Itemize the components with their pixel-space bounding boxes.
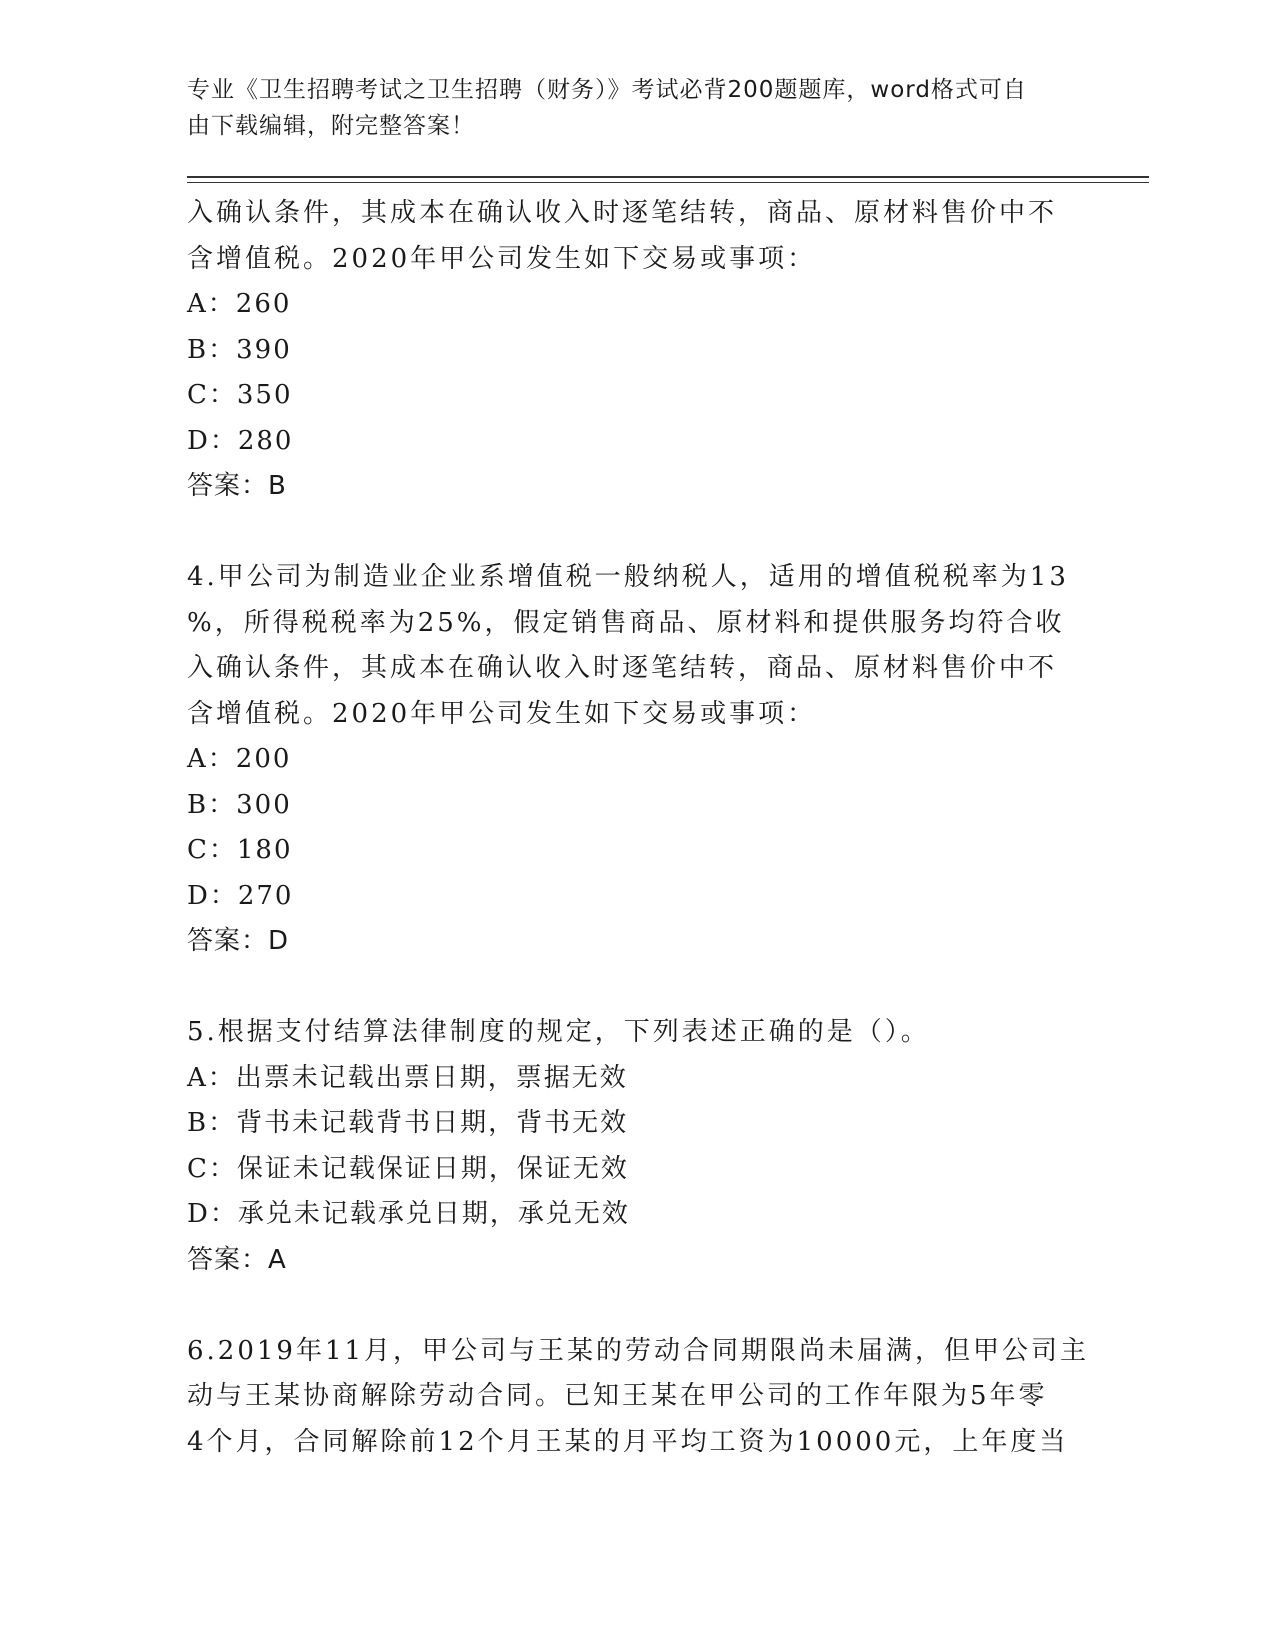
question-6 bbox=[187, 1329, 1090, 1466]
header-rule-thin bbox=[187, 182, 1149, 183]
question-4 bbox=[187, 555, 1087, 965]
header-line-1: 专业《卫生招聘考试之卫生招聘（财务）》考试必背200题题库，word格式可自 bbox=[187, 77, 1027, 103]
question-5 bbox=[187, 1010, 1087, 1283]
question-text-line: %，所得税税率为25%，假定销售商品、原材料和提供服务均符合收 bbox=[187, 607, 1065, 638]
option-b: B：390 bbox=[187, 334, 292, 365]
option-c: C：180 bbox=[187, 835, 293, 865]
option-a: A：260 bbox=[187, 289, 292, 319]
header-rule-thick bbox=[187, 176, 1149, 178]
question-gap bbox=[187, 1283, 1087, 1329]
question-text-line: 4.甲公司为制造业企业系增值税一般纳税人，适用的增值税税率为13 bbox=[187, 562, 1069, 592]
question-list bbox=[187, 191, 1090, 1465]
question-text-line: 含增值税。2020年甲公司发生如下交易或事项： bbox=[187, 243, 817, 274]
question-text-line: 动与王某协商解除劳动合同。已知王某在甲公司的工作年限为5年零 bbox=[187, 1381, 1048, 1411]
question-text-line: 5.根据支付结算法律制度的规定，下列表述正确的是（）。 bbox=[187, 1017, 930, 1047]
page-header bbox=[187, 72, 1067, 144]
question-gap bbox=[187, 965, 1087, 1011]
option-b: B：300 bbox=[187, 789, 292, 820]
option-c: C：350 bbox=[187, 380, 293, 410]
option-d: D：280 bbox=[187, 425, 294, 456]
option-c: C：保证未记载保证日期，保证无效 bbox=[187, 1153, 629, 1184]
header-line-2: 由下载编辑，附完整答案！ bbox=[187, 113, 475, 139]
option-d: D：270 bbox=[187, 880, 294, 911]
option-a: A：200 bbox=[187, 744, 292, 774]
question-text-line: 含增值税。2020年甲公司发生如下交易或事项： bbox=[187, 698, 817, 729]
answer-line: 答案：B bbox=[187, 471, 287, 501]
question-text-line: 入确认条件，其成本在确认收入时逐笔结转，商品、原材料售价中不 bbox=[187, 653, 1058, 683]
question-text-line: 6.2019年11月，甲公司与王某的劳动合同期限尚未届满，但甲公司主 bbox=[187, 1335, 1090, 1366]
question-3 bbox=[187, 191, 1087, 510]
option-b: B：背书未记载背书日期，背书无效 bbox=[187, 1108, 629, 1138]
answer-line: 答案：A bbox=[187, 1244, 287, 1275]
option-a: A：出票未记载出票日期，票据无效 bbox=[187, 1062, 628, 1093]
question-text-line: 4个月，合同解除前12个月王某的月平均工资为10000元，上年度当 bbox=[187, 1426, 1069, 1457]
option-d: D：承兑未记载承兑日期，承兑无效 bbox=[187, 1199, 630, 1229]
question-gap bbox=[187, 510, 1087, 556]
answer-line: 答案：D bbox=[187, 926, 290, 956]
question-text-line: 入确认条件，其成本在确认收入时逐笔结转，商品、原材料售价中不 bbox=[187, 198, 1058, 228]
